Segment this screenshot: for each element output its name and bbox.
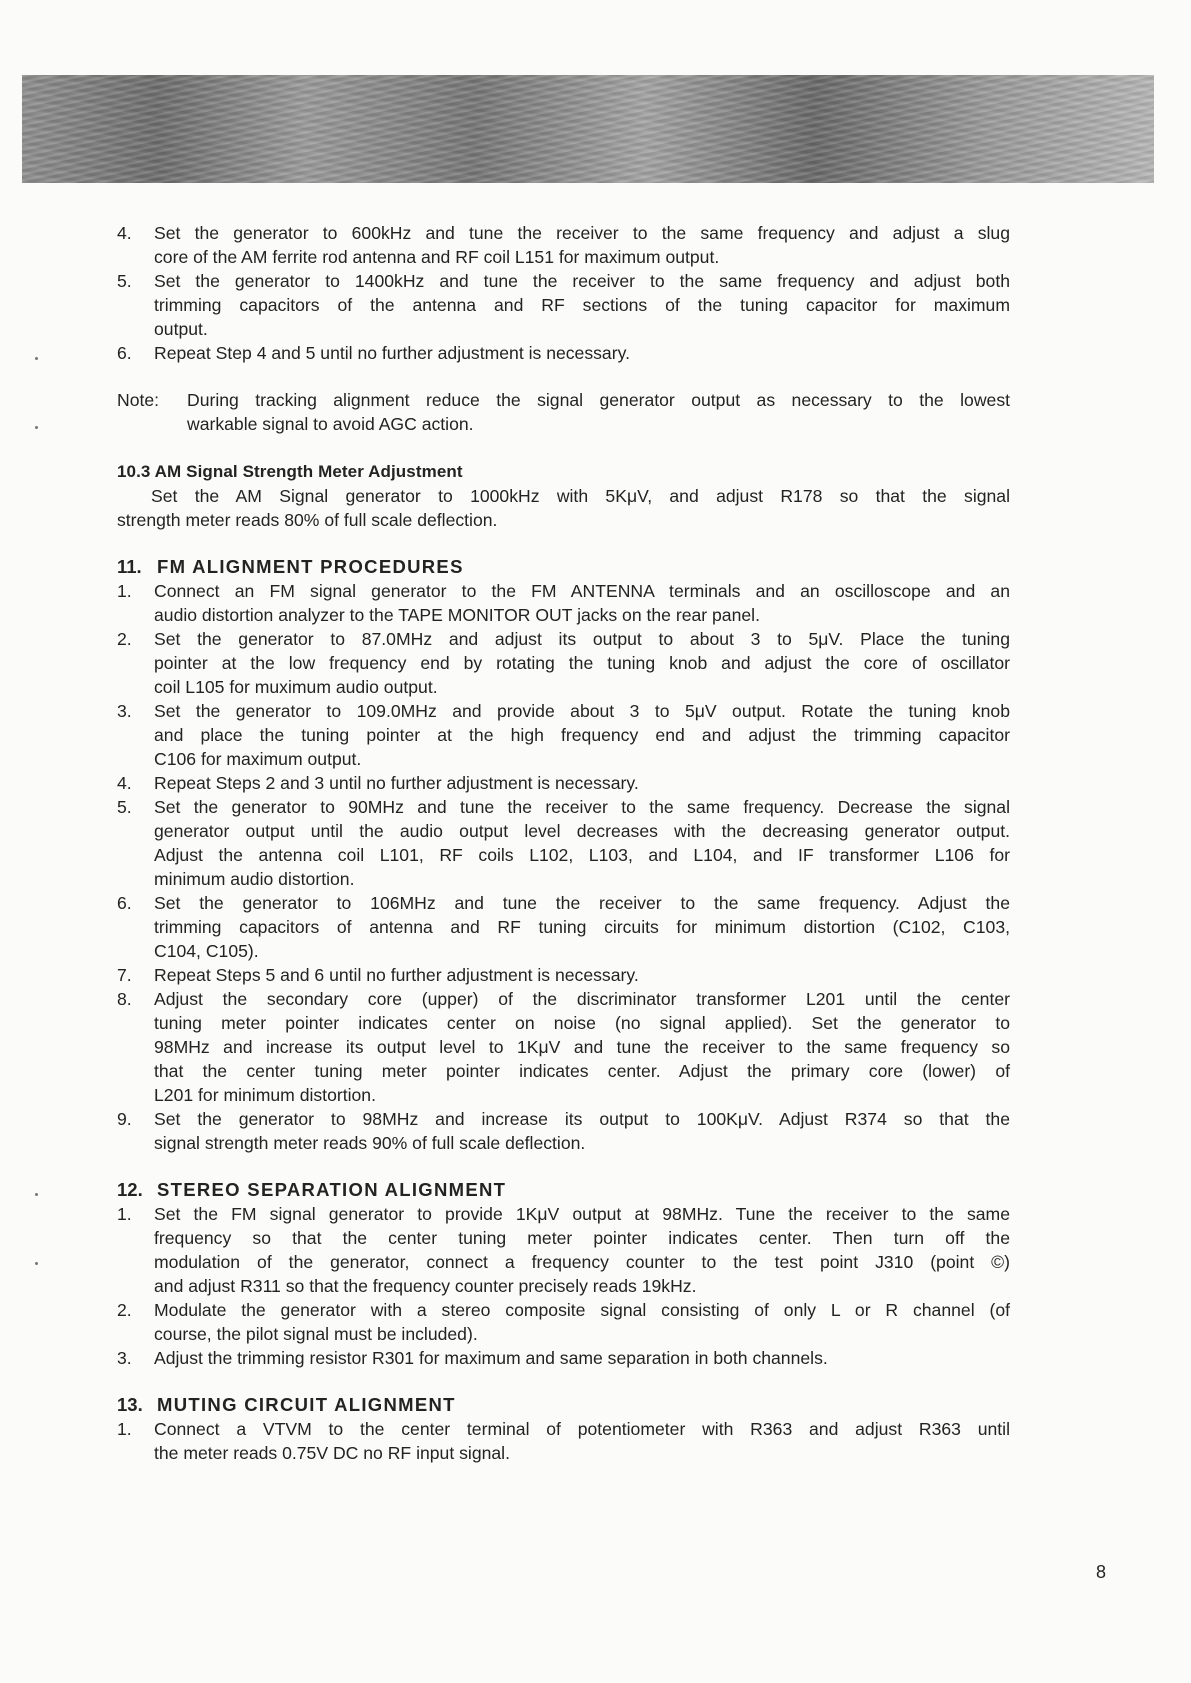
step-text: coil L105 for muximum audio output. <box>154 677 438 697</box>
step-text: that the center tuning meter pointer indicates center. Adjust the primary core (lower) of <box>154 1061 1010 1081</box>
step-text: the meter reads 0.75V DC no RF input signal. <box>154 1443 510 1463</box>
step-text: Set the generator to 90MHz and tune the receiver to the same frequency. Decrease the signal <box>154 797 1010 817</box>
page-number: 8 <box>1096 1562 1107 1582</box>
step-number: 4. <box>117 773 132 793</box>
paragraph-text: strength meter reads 80% of full scale deflection. <box>117 510 498 530</box>
section-number: 13. <box>117 1394 143 1415</box>
step-text: signal strength meter reads 90% of full scale deflection. <box>154 1133 586 1153</box>
step-number: 3. <box>117 1348 132 1368</box>
step-number: 2. <box>117 1300 132 1320</box>
step-text: trimming capacitors of antenna and RF tuning circuits for minimum distortion (C102, C103, <box>154 917 1010 937</box>
section-title: STEREO SEPARATION ALIGNMENT <box>157 1179 507 1200</box>
scan-speck <box>35 357 38 360</box>
step-text: Set the generator to 600kHz and tune the receiver to the same frequency and adjust a slug <box>154 223 1010 243</box>
step-text: minimum audio distortion. <box>154 869 355 889</box>
step-text: core of the AM ferrite rod antenna and RF coil L151 for maximum output. <box>154 247 720 267</box>
step-text: Connect a VTVM to the center terminal of potentiometer with R363 and adjust R363 until <box>154 1419 1010 1439</box>
step-text: C106 for maximum output. <box>154 749 362 769</box>
step-number: 3. <box>117 701 132 721</box>
step-number: 6. <box>117 893 132 913</box>
step-text: Set the generator to 1400kHz and tune the receiver to the same frequency and adjust both <box>154 271 1010 291</box>
step-text: Adjust the trimming resistor R301 for maximum and same separation in both channels. <box>154 1348 828 1368</box>
scan-speck <box>35 1193 38 1196</box>
step-text: Set the FM signal generator to provide 1KμV output at 98MHz. Tune the receiver to the same <box>154 1204 1010 1224</box>
step-text: Adjust the secondary core (upper) of the discriminator transformer L201 until the center <box>154 989 1010 1009</box>
step-number: 1. <box>117 581 132 601</box>
step-text: Set the generator to 109.0MHz and provide about 3 to 5μV output. Rotate the tuning knob <box>154 701 1010 721</box>
step-number: 9. <box>117 1109 132 1129</box>
section-title: MUTING CIRCUIT ALIGNMENT <box>157 1394 456 1415</box>
step-text: and place the tuning pointer at the high frequency end and adjust the trimming capacitor <box>154 725 1010 745</box>
step-text: trimming capacitors of the antenna and RF sections of the tuning capacitor for maximum <box>154 295 1010 315</box>
step-text: tuning meter pointer indicates center on noise (no signal applied). Set the generator to <box>154 1013 1010 1033</box>
step-text: Repeat Steps 5 and 6 until no further adjustment is necessary. <box>154 965 639 985</box>
step-text: 98MHz and increase its output level to 1KμV and tune the receiver to the same frequency so <box>154 1037 1010 1057</box>
step-text: audio distortion analyzer to the TAPE MONITOR OUT jacks on the rear panel. <box>154 605 760 625</box>
step-text: Modulate the generator with a stereo composite signal consisting of only L or R channel (of <box>154 1300 1010 1320</box>
note-label: Note: <box>117 390 160 410</box>
step-number: 6. <box>117 343 132 363</box>
section-title: FM ALIGNMENT PROCEDURES <box>157 556 464 577</box>
step-text: pointer at the low frequency end by rotating the tuning knob and adjust the core of oscillator <box>154 653 1010 673</box>
step-number: 4. <box>117 223 132 243</box>
step-text: Set the generator to 98MHz and increase its output to 100KμV. Adjust R374 so that the <box>154 1109 1010 1129</box>
step-text: and adjust R311 so that the frequency counter precisely reads 19kHz. <box>154 1276 697 1296</box>
step-number: 8. <box>117 989 132 1009</box>
step-text: Set the generator to 87.0MHz and adjust its output to about 3 to 5μV. Place the tuning <box>154 629 1010 649</box>
step-text: course, the pilot signal must be included). <box>154 1324 478 1344</box>
scan-speck <box>35 426 38 429</box>
header-band <box>22 75 1154 183</box>
subsection-title: 10.3 AM Signal Strength Meter Adjustment <box>117 462 463 481</box>
paragraph-text: Set the AM Signal generator to 1000kHz with 5KμV, and adjust R178 so that the signal <box>151 486 1010 506</box>
section-number: 12. <box>117 1179 143 1200</box>
step-text: Set the generator to 106MHz and tune the receiver to the same frequency. Adjust the <box>154 893 1010 913</box>
step-number: 5. <box>117 797 132 817</box>
step-number: 5. <box>117 271 132 291</box>
step-text: Adjust the antenna coil L101, RF coils L102, L103, and L104, and IF transformer L106 for <box>154 845 1010 865</box>
step-text: L201 for minimum distortion. <box>154 1085 376 1105</box>
step-text: modulation of the generator, connect a frequency counter to the test point J310 (point ©) <box>154 1252 1010 1272</box>
note-text: During tracking alignment reduce the signal generator output as necessary to the lowest <box>187 390 1010 410</box>
step-text: generator output until the audio output level decreases with the decreasing generator output. <box>154 821 1010 841</box>
scan-speck <box>35 1262 38 1265</box>
note-text: warkable signal to avoid AGC action. <box>187 414 474 434</box>
step-text: output. <box>154 319 208 339</box>
step-text: Repeat Step 4 and 5 until no further adjustment is necessary. <box>154 343 630 363</box>
step-number: 1. <box>117 1419 132 1439</box>
step-number: 1. <box>117 1204 132 1224</box>
step-number: 2. <box>117 629 132 649</box>
step-number: 7. <box>117 965 132 985</box>
section-number: 11. <box>117 556 142 577</box>
step-text: C104, C105). <box>154 941 259 961</box>
step-text: frequency so that the center tuning meter pointer indicates center. Then turn off the <box>154 1228 1010 1248</box>
step-text: Connect an FM signal generator to the FM ANTENNA terminals and an oscilloscope and an <box>154 581 1010 601</box>
step-text: Repeat Steps 2 and 3 until no further adjustment is necessary. <box>154 773 639 793</box>
